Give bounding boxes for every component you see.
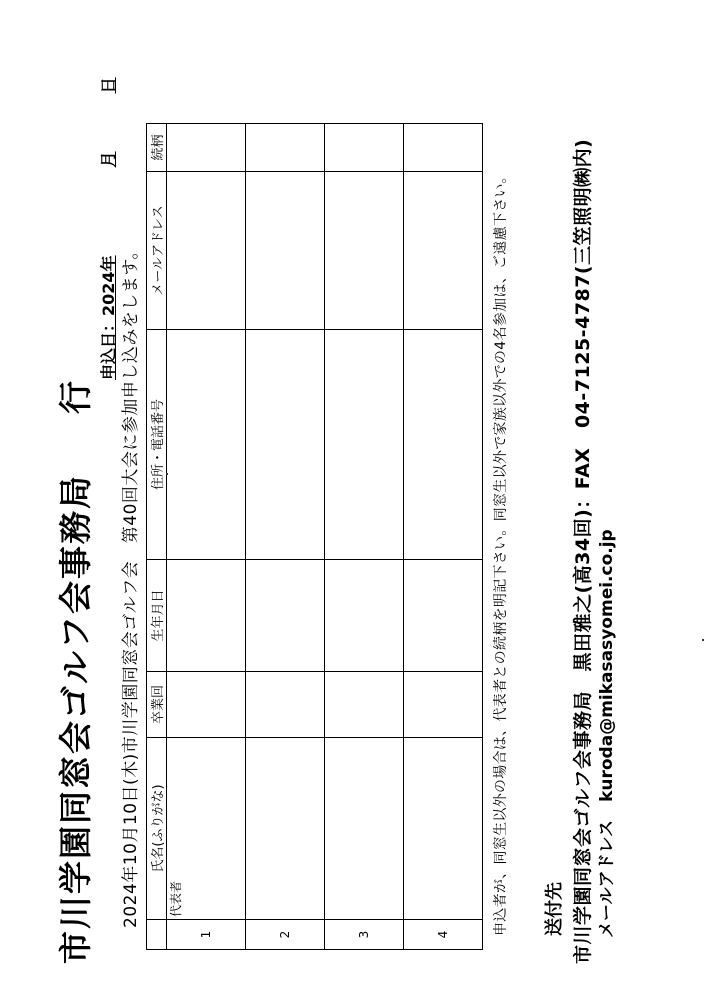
email-cell[interactable] bbox=[167, 172, 246, 330]
email-cell[interactable] bbox=[404, 172, 483, 330]
destination-heading: 送付先 bbox=[544, 882, 565, 936]
graduation-cell[interactable] bbox=[325, 672, 404, 738]
birthdate-cell[interactable] bbox=[325, 560, 404, 672]
address-phone-cell[interactable] bbox=[325, 330, 404, 560]
relationship-cell[interactable] bbox=[246, 124, 325, 172]
header-name: 氏名(ふりがな) bbox=[147, 738, 167, 920]
birthdate-cell[interactable] bbox=[404, 560, 483, 672]
header-graduation: 卒業回 bbox=[147, 672, 167, 738]
relationship-cell[interactable] bbox=[404, 124, 483, 172]
graduation-cell[interactable] bbox=[167, 672, 246, 738]
address-phone-cell[interactable] bbox=[246, 330, 325, 560]
scan-speck bbox=[166, 473, 168, 475]
row-number: 3 bbox=[325, 920, 404, 950]
address-phone-cell[interactable] bbox=[167, 330, 246, 560]
birthdate-cell[interactable] bbox=[167, 560, 246, 672]
header-birthdate: 生年月日 bbox=[147, 560, 167, 672]
relationship-cell[interactable] bbox=[325, 124, 404, 172]
row-number: 1 bbox=[167, 920, 246, 950]
application-date-day: 日 bbox=[99, 77, 118, 94]
application-date-month: 月 bbox=[99, 151, 118, 168]
name-cell[interactable] bbox=[246, 738, 325, 920]
application-date-label: 申込日： bbox=[99, 315, 118, 380]
header-number bbox=[147, 920, 167, 950]
email-address[interactable]: kuroda@mikasasyomei.co.jp bbox=[597, 529, 617, 802]
name-cell[interactable] bbox=[325, 738, 404, 920]
email-cell[interactable] bbox=[246, 172, 325, 330]
destination-email-line bbox=[592, 529, 617, 938]
table-row bbox=[325, 124, 404, 950]
table-row bbox=[167, 124, 246, 950]
table-row bbox=[404, 124, 483, 950]
birthdate-cell[interactable] bbox=[246, 560, 325, 672]
email-label: メールアドレス bbox=[597, 819, 617, 938]
graduation-cell[interactable] bbox=[404, 672, 483, 738]
email-cell[interactable] bbox=[325, 172, 404, 330]
participation-note: 申込者が、同窓生以外の場合は、代表者との続柄を明記下さい。同窓生以外で家族以外での4名参加は、ご遠慮下さい。 bbox=[493, 168, 509, 936]
relationship-cell[interactable] bbox=[167, 124, 246, 172]
intro-statement: 2024年10月10日(木)市川学園同窓会ゴルフ会 第40回大会に参加申し込みをします。 bbox=[121, 241, 141, 928]
table-header-row bbox=[147, 124, 167, 950]
entry-table bbox=[146, 123, 483, 950]
address-phone-cell[interactable] bbox=[404, 330, 483, 560]
header-address-phone: 住所・電話番号 bbox=[147, 330, 167, 560]
form-title-addressee: 行 bbox=[56, 381, 95, 414]
form-title: 市川学園同窓会ゴルフ会事務局 bbox=[56, 474, 95, 964]
graduation-cell[interactable] bbox=[246, 672, 325, 738]
table-row bbox=[246, 124, 325, 950]
application-date-year: 2024年 bbox=[99, 255, 118, 316]
row-number: 2 bbox=[246, 920, 325, 950]
scan-speck bbox=[702, 639, 704, 641]
name-cell[interactable]: 代表者 bbox=[167, 738, 246, 920]
header-email: メールアドレス bbox=[147, 172, 167, 330]
destination-contact: 市川学園同窓会ゴルフ会事務局 黒田雅之(高34回)：FAX 04-7125-4787(三笠照明㈱内) bbox=[572, 138, 594, 964]
name-cell[interactable] bbox=[404, 738, 483, 920]
row-number: 4 bbox=[404, 920, 483, 950]
header-relationship: 続柄 bbox=[147, 124, 167, 172]
